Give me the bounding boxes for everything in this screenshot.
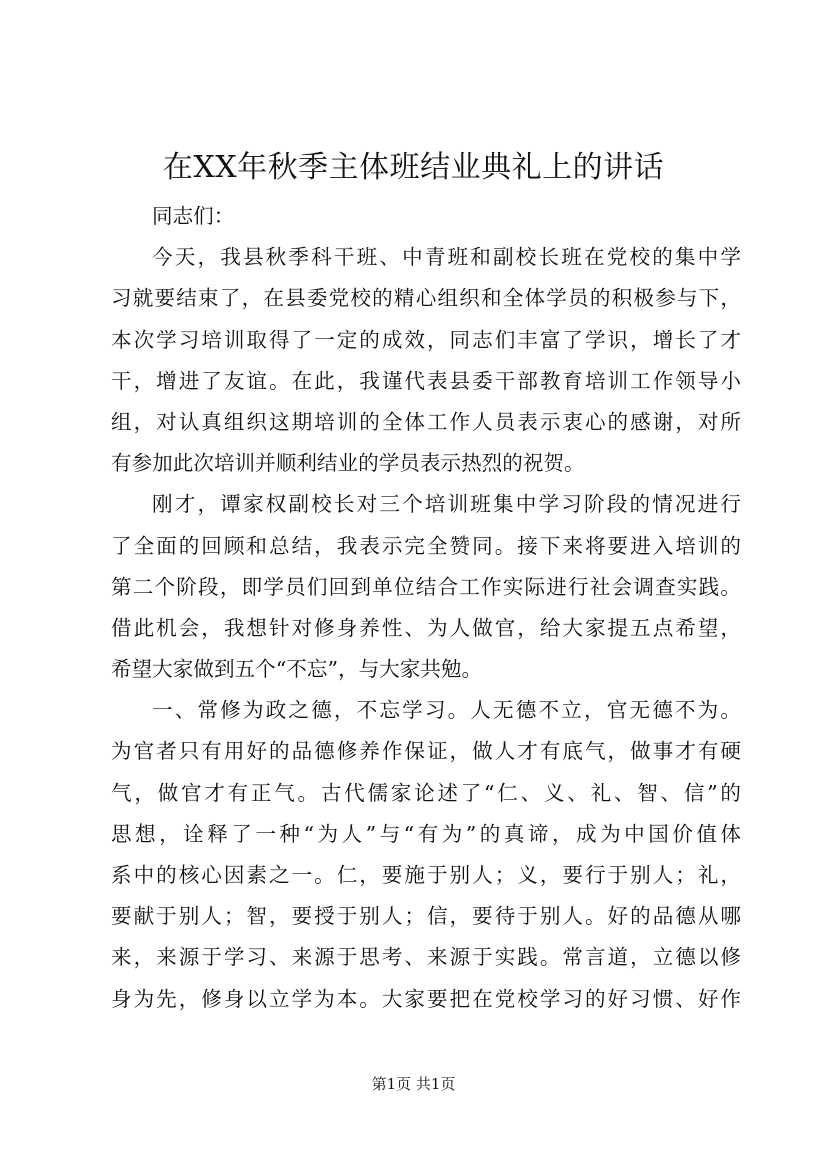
text-line: 来，来源于学习、来源于思考、来源于实践。常言道，立德以修 bbox=[111, 945, 741, 970]
text-line: 刚才，谭家权副校长对三个培训班集中学习阶段的情况进行 bbox=[152, 492, 741, 517]
text-line: 同志们： bbox=[152, 204, 235, 228]
text-line: 气，做官才有正气。古代儒家论述了“仁、义、礼、智、信”的 bbox=[111, 780, 741, 805]
text-line: 有参加此次培训并顺利结业的学员表示热烈的祝贺。 bbox=[111, 451, 585, 476]
text-line: 第二个阶段，即学员们回到单位结合工作实际进行社会调查实践。 bbox=[111, 574, 741, 599]
text-line: 思想，诠释了一种“为人”与“有为”的真谛，成为中国价值体 bbox=[111, 821, 741, 846]
text-line: 要献于别人；智，要授于别人；信，要待于别人。好的品德从哪 bbox=[111, 904, 741, 929]
page-footer: 第1页 共1页 bbox=[371, 1075, 456, 1093]
text-line: 为官者只有用好的品德修养作保证，做人才有底气，做事才有硬 bbox=[111, 739, 741, 764]
text-line: 了全面的回顾和总结，我表示完全赞同。接下来将要进入培训的 bbox=[111, 533, 741, 558]
text-line: 干，增进了友谊。在此，我谨代表县委干部教育培训工作领导小 bbox=[111, 368, 741, 393]
text-line: 一、常修为政之德，不忘学习。人无德不立，官无德不为。 bbox=[152, 698, 741, 723]
text-line: 身为先，修身以立学为本。大家要把在党校学习的好习惯、好作 bbox=[111, 986, 741, 1011]
text-line: 组，对认真组织这期培训的全体工作人员表示衷心的感谢，对所 bbox=[111, 409, 741, 434]
text-line: 本次学习培训取得了一定的成效，同志们丰富了学识，增长了才 bbox=[111, 327, 741, 352]
text-line: 习就要结束了，在县委党校的精心组织和全体学员的积极参与下， bbox=[111, 286, 741, 311]
document-body bbox=[111, 196, 741, 1020]
text-line: 今天，我县秋季科干班、中青班和副校长班在党校的集中学 bbox=[152, 245, 741, 270]
text-line: 借此机会，我想针对修身养性、为人做官，给大家提五点希望， bbox=[111, 615, 741, 640]
document-title: 在XX年秋季主体班结业典礼上的讲话 bbox=[162, 150, 665, 185]
text-line: 希望大家做到五个“不忘”，与大家共勉。 bbox=[111, 657, 483, 682]
text-line: 系中的核心因素之一。仁，要施于别人；义，要行于别人；礼， bbox=[111, 863, 741, 887]
